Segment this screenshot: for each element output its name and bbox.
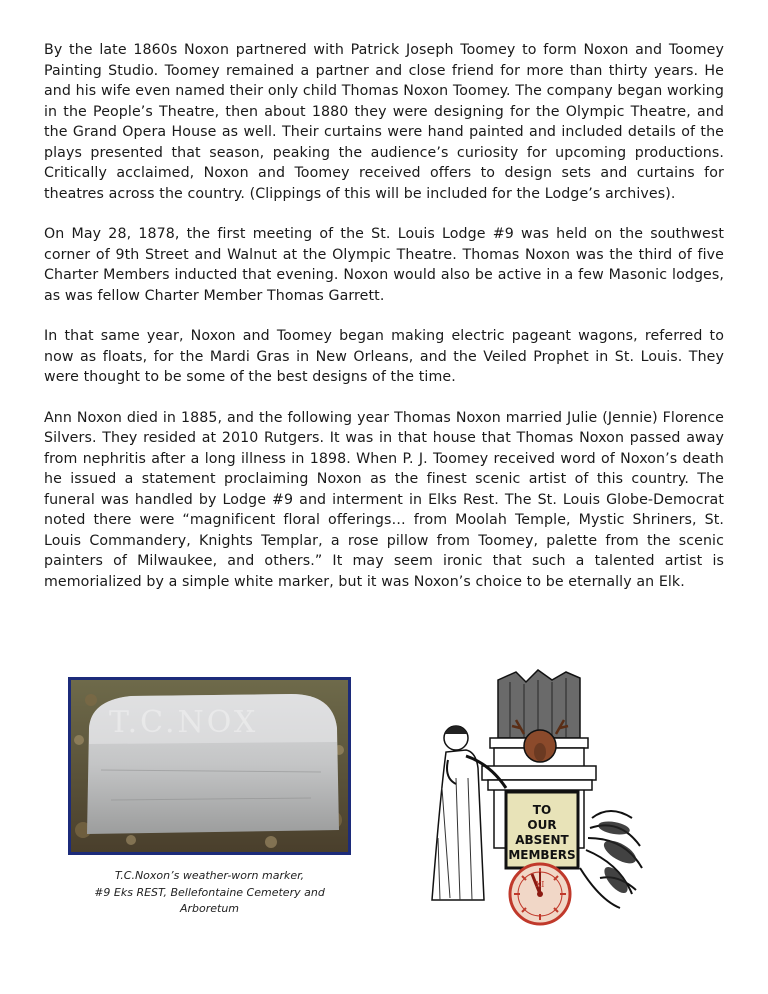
paragraph-pageant-wagons: In that same year, Noxon and Toomey began making electric pageant wagons, referred to now as floats, for the Mardi Gras in New Orleans, and the Veiled Prophet in St. Louis. They were thought to be some of the best designs of the time. [44, 328, 724, 385]
clock-numeral: XI [535, 880, 545, 889]
grave-marker-photo [68, 677, 351, 855]
caption-line: T.C.Noxon’s weather-worn marker, [114, 869, 305, 882]
emblem-illustration [420, 668, 660, 938]
photo-caption [68, 868, 351, 918]
article-body [44, 40, 724, 612]
stone-inscription: T.C.NOX [109, 705, 259, 740]
paragraph-first-meeting: On May 28, 1878, the first meeting of the St. Louis Lodge #9 was held on the southwest corner of 9th Street and Walnut at the Olympic Theatre. Thomas Noxon was the third of five Charter Members inducted that evening. Noxon would also be active in a few Masonic lodges, as was fellow Charter Member Thomas Garrett. [44, 226, 724, 304]
grave-marker-illustration [71, 680, 348, 852]
elks-absent-members-emblem [420, 668, 660, 938]
sign-line: TO [532, 803, 552, 817]
paragraph-toomey-partnership: By the late 1860s Noxon partnered with Patrick Joseph Toomey to form Noxon and Toomey Painting Studio. Toomey remained a partner and close friend for more than thirty years. He and his wife even named their only child Thomas Noxon Toomey. The company began working in the People’s Theatre, then about 1880 they were designing for the Olympic Theatre, and the Grand Opera House as well. Their curtains were hand painted and included details of the plays presented that season, peaking the audience’s curiosity for upcoming productions. Critically acclaimed, Noxon and Toomey received offers to design sets and curtains for theatres across the country. (Clippings of this will be included for the Lodge’s archives). [44, 42, 724, 202]
caption-line: #9 Eks REST, Bellefontaine Cemetery and [94, 885, 325, 899]
clock-icon [510, 864, 570, 924]
caption-line: Arboretum [179, 902, 240, 915]
paragraph-death-and-funeral: Ann Noxon died in 1885, and the following year Thomas Noxon married Julie (Jennie) Florence Silvers. They resided at 2010 Rutgers. It was in that house that Thomas Noxon passed away from nephritis after a long illness in 1898. When P. J. Toomey received word of Noxon’s death he issued a statement proclaiming Noxon as the finest scenic artist of this country. The funeral was handled by Lodge #9 and interment in Elks Rest. The St. Louis Globe-Democrat noted there were “magnificent floral offerings… from Moolah Temple, Mystic Shriners, St. Louis Commandery, Knights Templar, a rose pillow from Toomey, palette from the scenic painters of Milwaukee, and others.” It may seem ironic that such a talented artist is memorialized by a simple white marker, but it was Noxon’s choice to be eternally an Elk. [44, 409, 724, 590]
sign-line: OUR [527, 818, 557, 832]
sign-line: ABSENT [515, 833, 569, 847]
sign-line: MEMBERS [508, 848, 576, 862]
